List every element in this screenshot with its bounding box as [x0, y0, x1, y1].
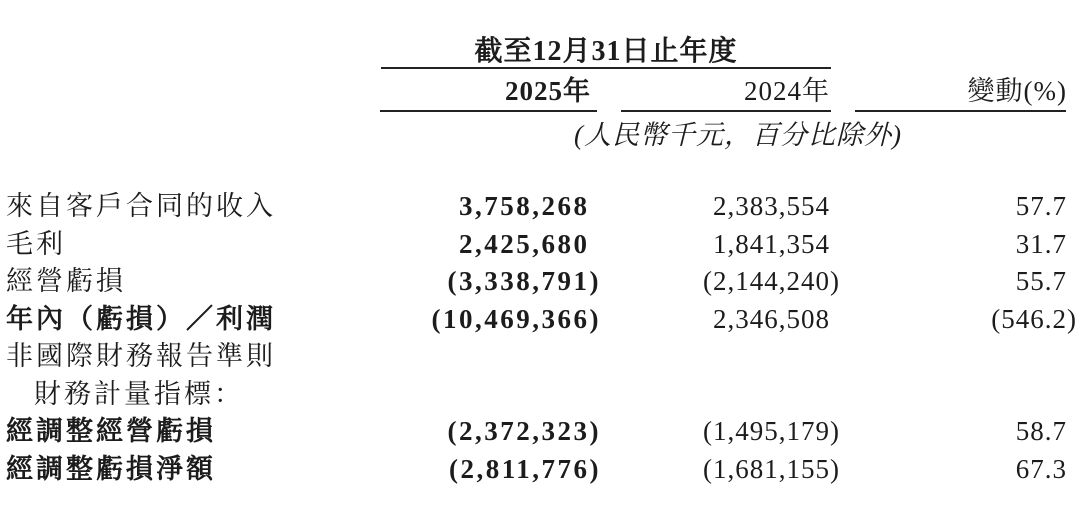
value-2025 [380, 376, 601, 414]
row-label: 經調整虧損淨額 [6, 453, 216, 484]
value-2025: (10,469,366) [431, 303, 601, 334]
column-header-change [840, 74, 1077, 108]
value-change: 31.7 [1015, 228, 1067, 259]
row-label: 經營虧損 [6, 266, 126, 296]
value-2025: (2,372,323) [447, 416, 601, 446]
table-row [6, 263, 1077, 301]
value-change: 58.7 [1015, 416, 1067, 446]
table-title: 截至12月31日止年度 [474, 36, 738, 67]
value-2024 [601, 376, 840, 414]
column-header-2025 [380, 74, 601, 108]
column-header-2024-label: 2024年 [744, 76, 830, 106]
table-row [6, 301, 1077, 339]
column-2024-underline-rule [621, 110, 831, 112]
table-row [6, 376, 1077, 414]
value-change: 55.7 [1015, 266, 1067, 296]
value-2024: 2,383,554 [713, 191, 830, 221]
table-row [6, 226, 1077, 264]
value-2025: (3,338,791) [447, 266, 601, 296]
value-change: 67.3 [1015, 453, 1067, 484]
column-change-underline-rule [855, 110, 1066, 112]
row-label: 財務計量指標： [34, 378, 244, 409]
value-2025: (2,811,776) [449, 453, 601, 484]
table-rows [6, 188, 1077, 488]
value-2025: 3,758,268 [459, 191, 590, 221]
value-2024: 2,346,508 [713, 303, 830, 334]
currency-unit-note: (人民幣千元，百分比除外) [574, 120, 902, 150]
table-row [6, 188, 1077, 226]
title-underline-rule [381, 67, 831, 69]
value-2024 [601, 338, 840, 376]
value-change [840, 376, 1077, 414]
column-2025-underline-rule [380, 110, 597, 112]
value-2024: (1,495,179) [703, 416, 840, 446]
table-row [6, 338, 1077, 376]
header-spacer [6, 74, 380, 108]
value-2024: (1,681,155) [703, 453, 840, 484]
value-change: (546.2) [991, 303, 1077, 334]
column-header-change-label: 變動(%) [967, 76, 1067, 106]
row-label: 來自客戶合同的收入 [6, 191, 276, 221]
value-2025: 2,425,680 [459, 228, 590, 259]
row-label: 毛利 [6, 228, 66, 259]
row-label: 經調整經營虧損 [6, 416, 216, 446]
value-change: 57.7 [1015, 191, 1067, 221]
row-label: 非國際財務報告準則 [6, 341, 276, 371]
column-header-2025-label: 2025年 [505, 76, 591, 106]
table-row [6, 413, 1077, 451]
column-header-row [6, 74, 1077, 108]
column-header-2024 [601, 74, 840, 108]
value-2024: (2,144,240) [703, 266, 840, 296]
value-2025 [380, 338, 601, 376]
row-label: 年內（虧損）／利潤 [6, 303, 276, 334]
value-change [840, 338, 1077, 376]
table-row [6, 451, 1077, 489]
value-2024: 1,841,354 [713, 228, 830, 259]
